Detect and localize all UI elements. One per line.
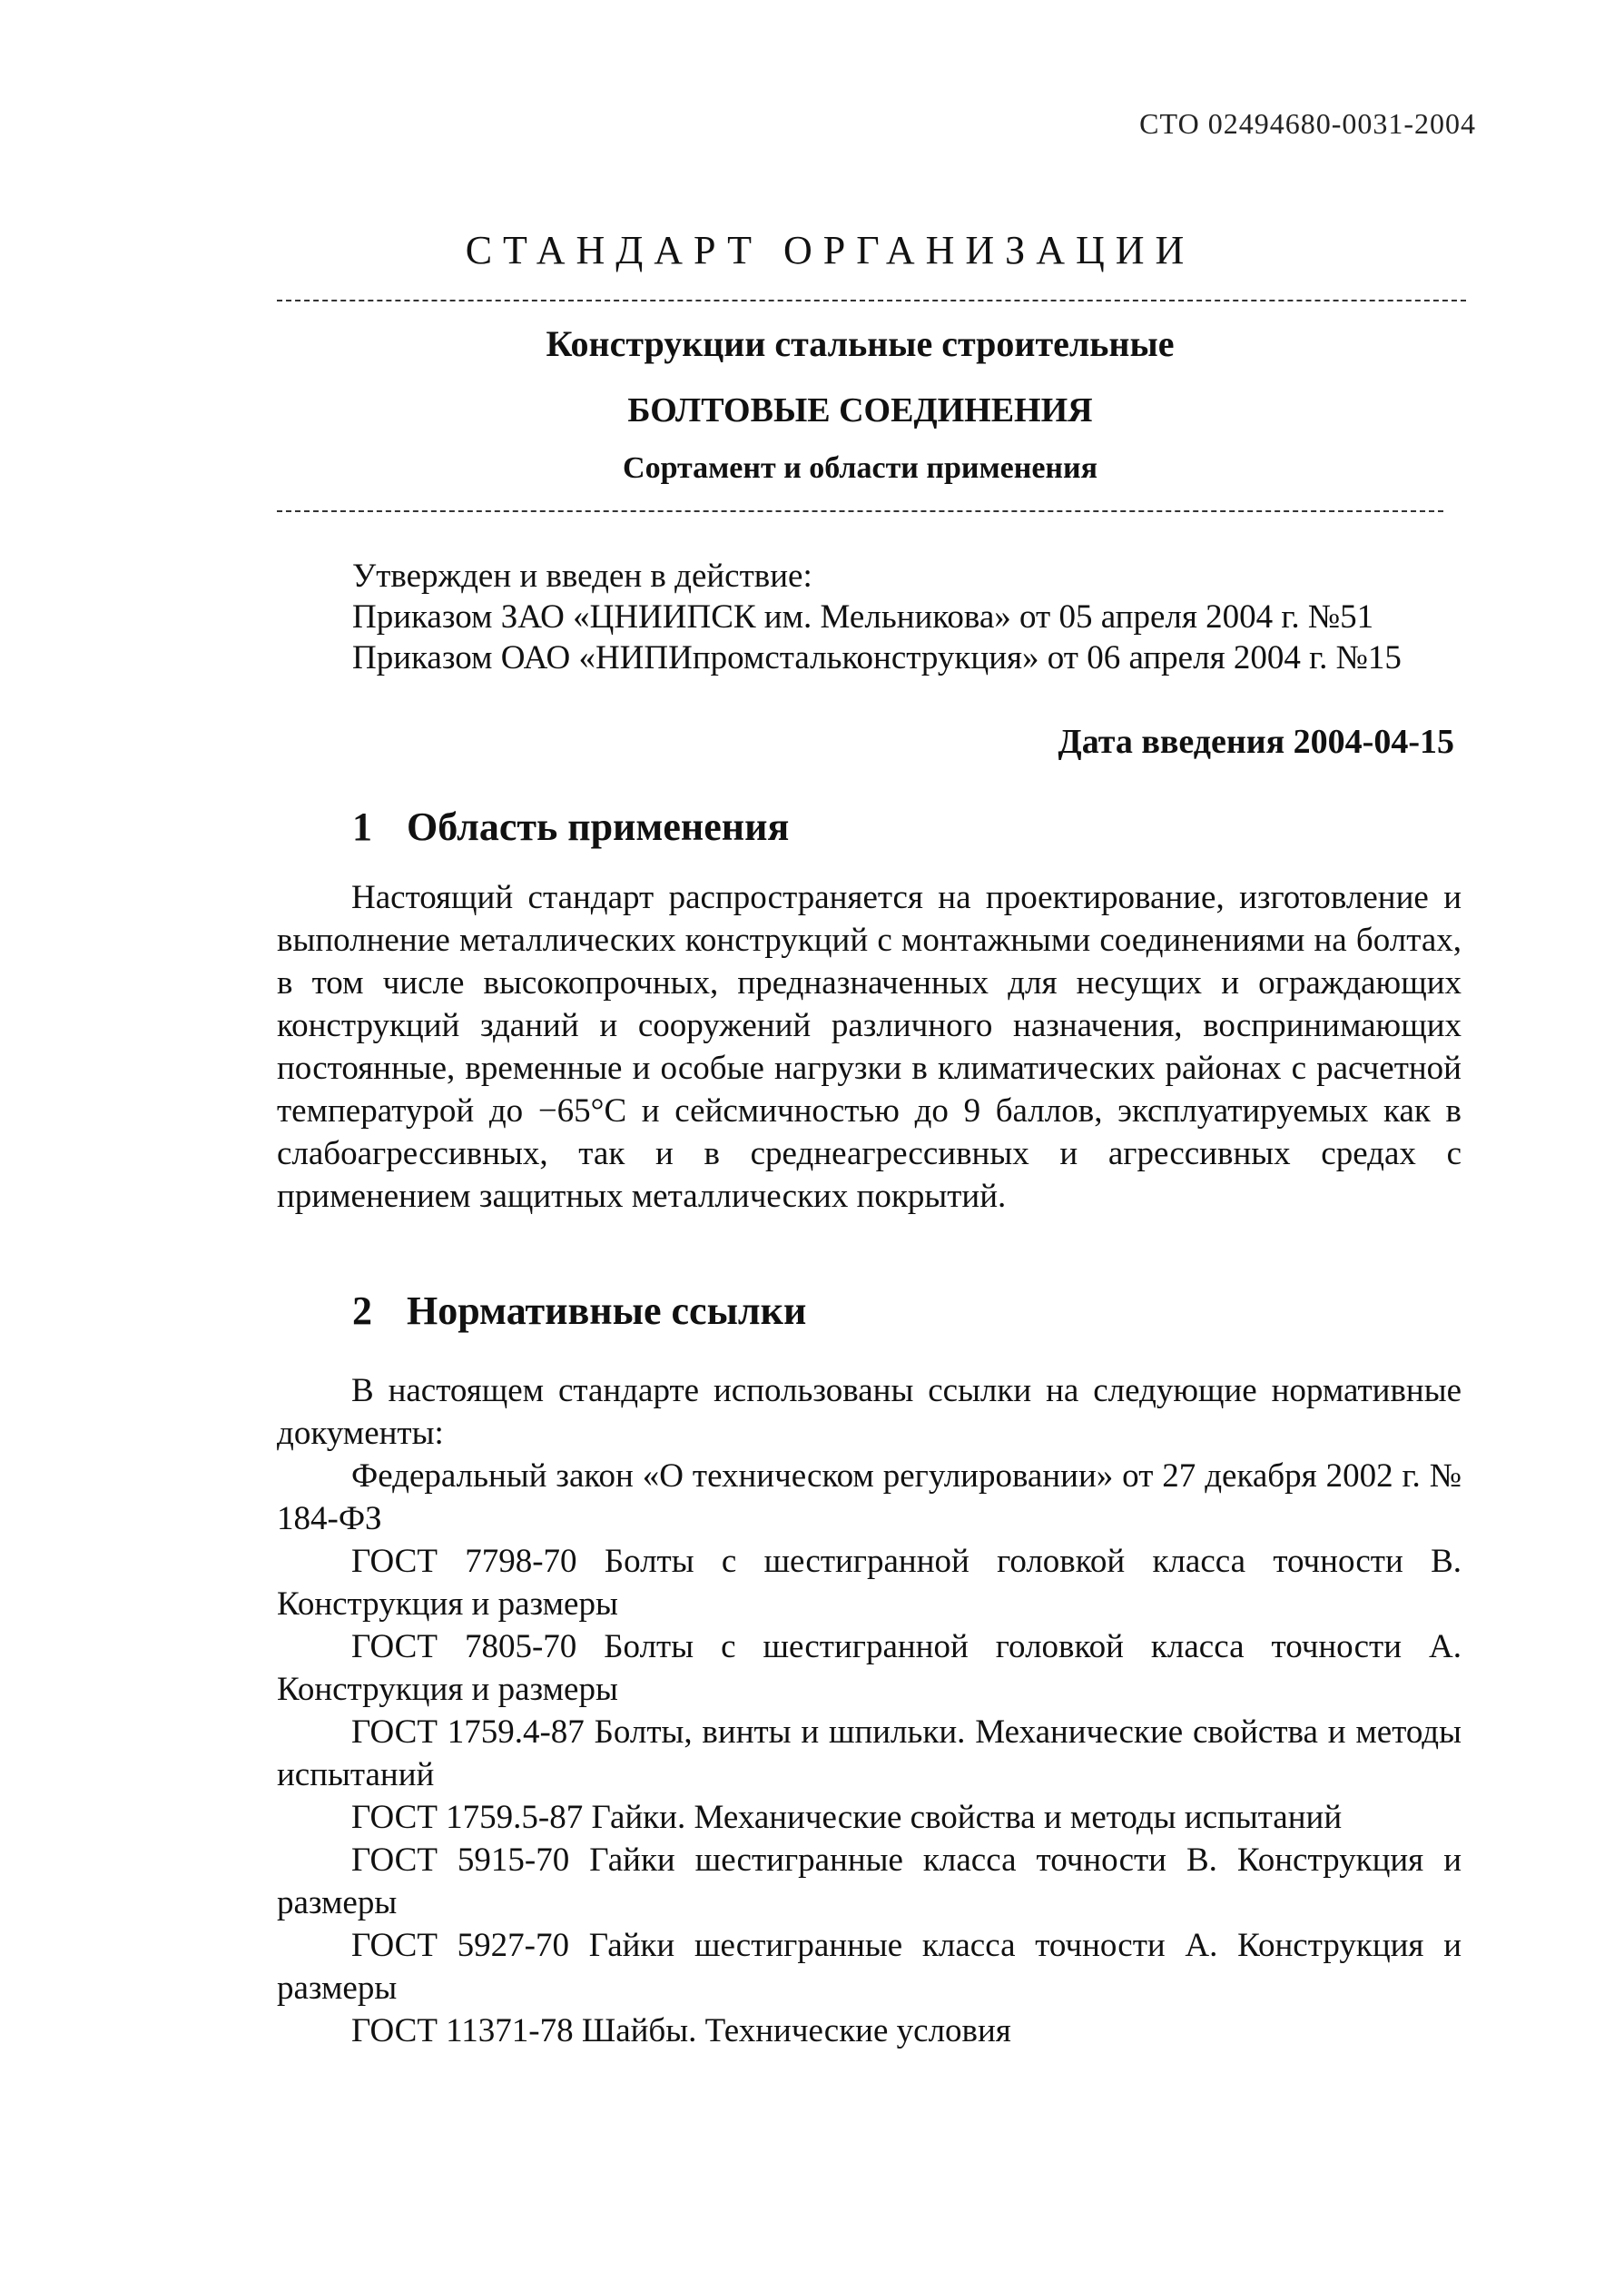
reference-item: ГОСТ 5927-70 Гайки шестигранные класса точности А. Конструкция и размеры [277, 1927, 1462, 2007]
title-line-3: Сортамент и области применения [623, 451, 1097, 485]
approval-order-2: Приказом ОАО «НИПИпромстальконструкция» от 06 апреля 2004 г. №15 [352, 639, 1402, 676]
organization-standard-heading: СТАНДАРТ ОРГАНИЗАЦИИ [465, 228, 1196, 272]
reference-item: ГОСТ 11371-78 Шайбы. Технические условия [351, 2012, 1011, 2049]
references-list [277, 1369, 1462, 2052]
document-code: СТО 02494680-0031-2004 [1139, 107, 1476, 140]
top-divider [277, 300, 1466, 301]
section-1-text: Настоящий стандарт распространяется на проектирование, изготовление и выполнение металлических конструкций с монтажными соединениями на болтах, в том числе высокопрочных, предназначенных для несущих и ограждающих конструкций зданий и сооружений различного назначения, воспринимающих постоянные, временные и особые нагрузки в климатических районах с расчетной температурой до −65°С и сейсмичностью до 9 баллов, эксплуатируемых как в слабоагрессивных, так и в среднеагрессивных и агрессивных средах с применением защитных металлических покрытий. [277, 879, 1462, 1215]
title-line-2: БОЛТОВЫЕ СОЕДИНЕНИЯ [627, 391, 1093, 430]
reference-item: ГОСТ 1759.5-87 Гайки. Механические свойства и методы испытаний [351, 1799, 1343, 1836]
introduction-date: Дата введения 2004-04-15 [1058, 723, 1454, 761]
title-line-1: Конструкции стальные строительные [546, 323, 1175, 364]
section-2-heading [352, 1288, 806, 1334]
reference-item: ГОСТ 1759.4-87 Болты, винты и шпильки. Механические свойства и методы испытаний [277, 1713, 1462, 1793]
section-1-title: Область применения [407, 805, 790, 849]
approval-order-1: Приказом ЗАО «ЦНИИПСК им. Мельникова» от 05 апреля 2004 г. №51 [352, 598, 1374, 636]
section-2-number: 2 [352, 1289, 372, 1333]
reference-item: ГОСТ 7805-70 Болты с шестигранной головкой класса точности А. Конструкция и размеры [277, 1628, 1462, 1708]
reference-item: ГОСТ 5915-70 Гайки шестигранные класса точности В. Конструкция и размеры [277, 1841, 1462, 1921]
section-1-heading [352, 804, 789, 850]
section-2-title: Нормативные ссылки [407, 1289, 807, 1333]
section-1-number: 1 [352, 805, 372, 849]
bottom-divider [277, 510, 1443, 512]
approval-heading: Утвержден и введен в действие: [352, 558, 812, 595]
references-intro: В настоящем стандарте использованы ссылки на следующие нормативные документы: [277, 1372, 1462, 1452]
reference-item: Федеральный закон «О техническом регулировании» от 27 декабря 2002 г. № 184-ФЗ [277, 1457, 1462, 1537]
approval-block [352, 556, 1402, 678]
reference-item: ГОСТ 7798-70 Болты с шестигранной головкой класса точности В. Конструкция и размеры [277, 1543, 1462, 1623]
